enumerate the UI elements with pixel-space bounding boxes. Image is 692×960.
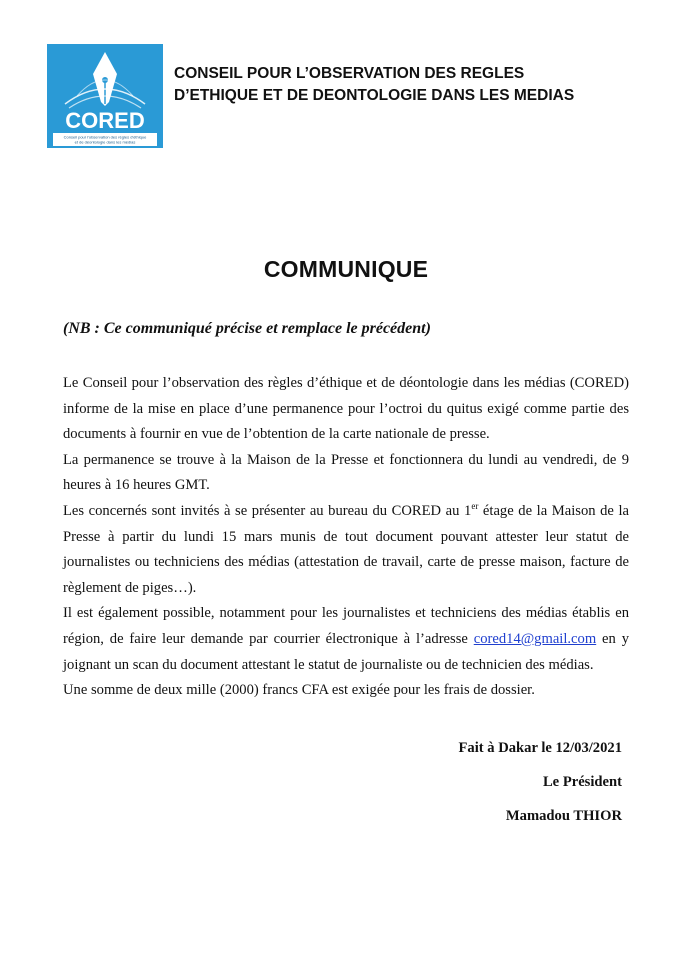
org-name-line1: CONSEIL POUR L’OBSERVATION DES REGLES: [174, 65, 525, 82]
paragraph-4-start: Il est également possible, notamment pour les journalistes et techniciens des médias établis en région, de faire leur demande par courrier électronique à l’adresse: [63, 605, 629, 647]
paragraph-4-end: en y joignant un scan du document attestant le statut de journaliste ou de technicien des médias.: [63, 630, 629, 673]
ordinal-superscript: er: [471, 501, 479, 512]
signatory-role: Le Président: [542, 774, 622, 790]
communique-body: [63, 371, 629, 704]
page-title: COMMUNIQUE: [263, 256, 429, 282]
place-date: Fait à Dakar le 12/03/2021: [458, 740, 622, 756]
paragraph-2: La permanence se trouve à la Maison de la Presse et fonctionnera du lundi au vendredi, de 9 heures à 16 heures GMT.: [63, 451, 629, 494]
paragraph-3-start: Les concernés sont invités à se présenter au bureau du CORED au 1: [63, 502, 472, 519]
paragraph-4: [63, 601, 629, 678]
signature-block: [459, 738, 623, 840]
organization-name: [174, 63, 644, 107]
svg-text:Conseil pour l'observation des: Conseil pour l'observation des règles d'éthique: [63, 134, 147, 140]
paragraph-5: Une somme de deux mille (2000) francs CFA est exigée pour les frais de dossier.: [63, 682, 535, 699]
svg-text:et de déontologie dans les méd: et de déontologie dans les médias: [74, 139, 136, 145]
org-name-line2: D’ETHIQUE ET DE DEONTOLOGIE DANS LES MEDIAS: [174, 87, 575, 104]
paragraph-1: Le Conseil pour l’observation des règles d’éthique et de déontologie dans les médias (CORED) informe de la mise en place d’une permanence pour l’octroi du quitus exigé comme partie des documents à fournir en vue de l’obtention de la carte nationale de presse.: [63, 375, 629, 443]
paragraph-3-end: étage de la Maison de la Presse à partir du lundi 15 mars munis de tout document pouvant attester leur statut de journalistes ou techniciens des médias (attestation de travail, carte de presse maison, facture de règlement de piges…).: [63, 502, 630, 596]
email-link[interactable]: cored14@gmail.com: [473, 630, 597, 647]
paragraph-3: [63, 499, 629, 601]
nb-note: (NB : Ce communiqué précise et remplace le précédent): [63, 320, 431, 337]
logo-wordmark: CORED: [65, 108, 145, 133]
cored-logo: [47, 44, 163, 148]
signatory-name: Mamadou THIOR: [505, 808, 622, 824]
